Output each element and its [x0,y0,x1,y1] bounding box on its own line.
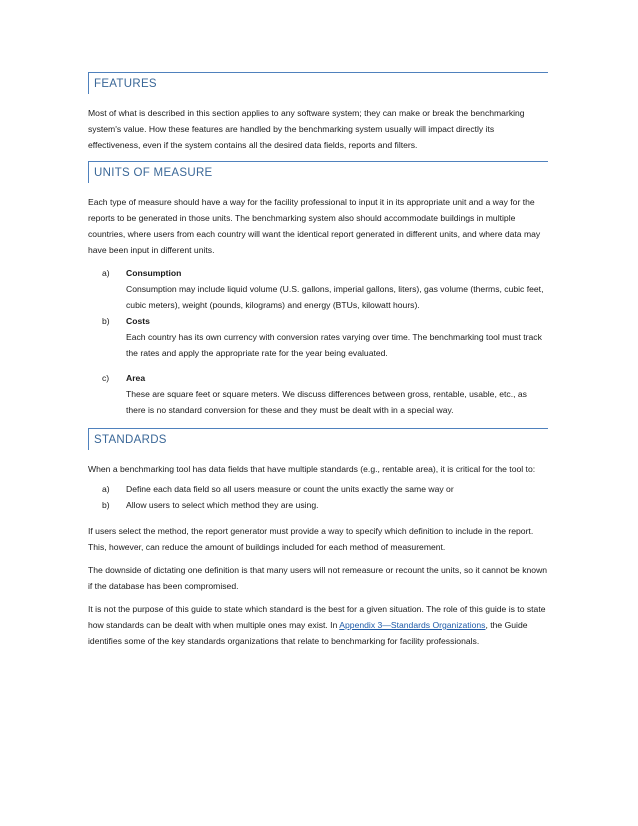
purpose-text-after: , the Guide identifies some of the key standards organizations that relate to benchmarking for facility professionals. [88,620,528,646]
list-item-costs [102,313,548,361]
document-content [88,72,548,656]
units-paragraph: Each type of measure should have a way for the facility professional to input it in its appropriate unit and a way for the reports to be generated in those units. The benchmarking system also should accommodate buildings in multiple countries, where users from each country will want the identical report generated in different units, and where data may have been input in different units. [88,197,541,255]
section-heading-features: FEATURES [88,72,548,94]
list-term: Consumption [126,268,182,278]
list-spacer [102,361,548,370]
list-marker: a) [102,484,110,494]
list-text: These are square feet or square meters. We discuss differences between gross, rentable, usable, etc., as there is no standard conversion for these and they must be dealt with in a special way. [126,389,527,415]
list-term: Area [126,373,146,383]
standards-paragraph-method: If users select the method, the report generator must provide a way to specify which definition to include in the report. This, however, can reduce the amount of buildings included for each method of measurement. [88,526,534,552]
standards-paragraph-purpose [88,601,548,649]
standards-paragraph-downside: The downside of dictating one definition is that many users will not remeasure or recount the units, so it cannot be known if the database has been compromised. [88,565,548,591]
features-paragraph: Most of what is described in this section applies to any software system; they can make or break the benchmarking system's value. How these features are handled by the benchmarking system usually will impact directly its effectiveness, even if the system contains all the desired data fields, reports and filters. [88,108,525,150]
list-marker: a) [102,268,110,278]
section-heading-units-of-measure: UNITS OF MEASURE [88,161,548,183]
list-item-define [102,481,548,497]
list-text: Define each data field so all users measure or count the units exactly the same way or [126,484,454,494]
list-item-allow [102,497,548,513]
list-text: Consumption may include liquid volume (U.S. gallons, imperial gallons, liters), gas volume (therms, cubic feet, cubic meters), weight (pounds, kilograms) and energy (BTUs, kilowatt hours). [126,284,544,310]
list-item-area [102,370,548,418]
appendix-3-link[interactable]: Appendix 3—Standards Organizations [339,620,486,630]
list-marker: b) [102,316,110,326]
standards-intro: When a benchmarking tool has data fields that have multiple standards (e.g., rentable area), it is critical for the tool to: [88,464,536,474]
list-marker: c) [102,373,110,383]
list-text: Allow users to select which method they are using. [126,500,319,510]
units-list [102,265,548,418]
list-marker: b) [102,500,110,510]
standards-list [102,481,548,513]
list-item-consumption [102,265,548,313]
list-text: Each country has its own currency with conversion rates varying over time. The benchmarking tool must track the rates and apply the appropriate rate for the year being evaluated. [126,332,542,358]
section-heading-standards: STANDARDS [88,428,548,450]
list-term: Costs [126,316,150,326]
purpose-text-before: It is not the purpose of this guide to state which standard is the best for a given situation. The role of this guide is to state how standards can be dealt with when multiple ones may exist. In [88,604,546,630]
